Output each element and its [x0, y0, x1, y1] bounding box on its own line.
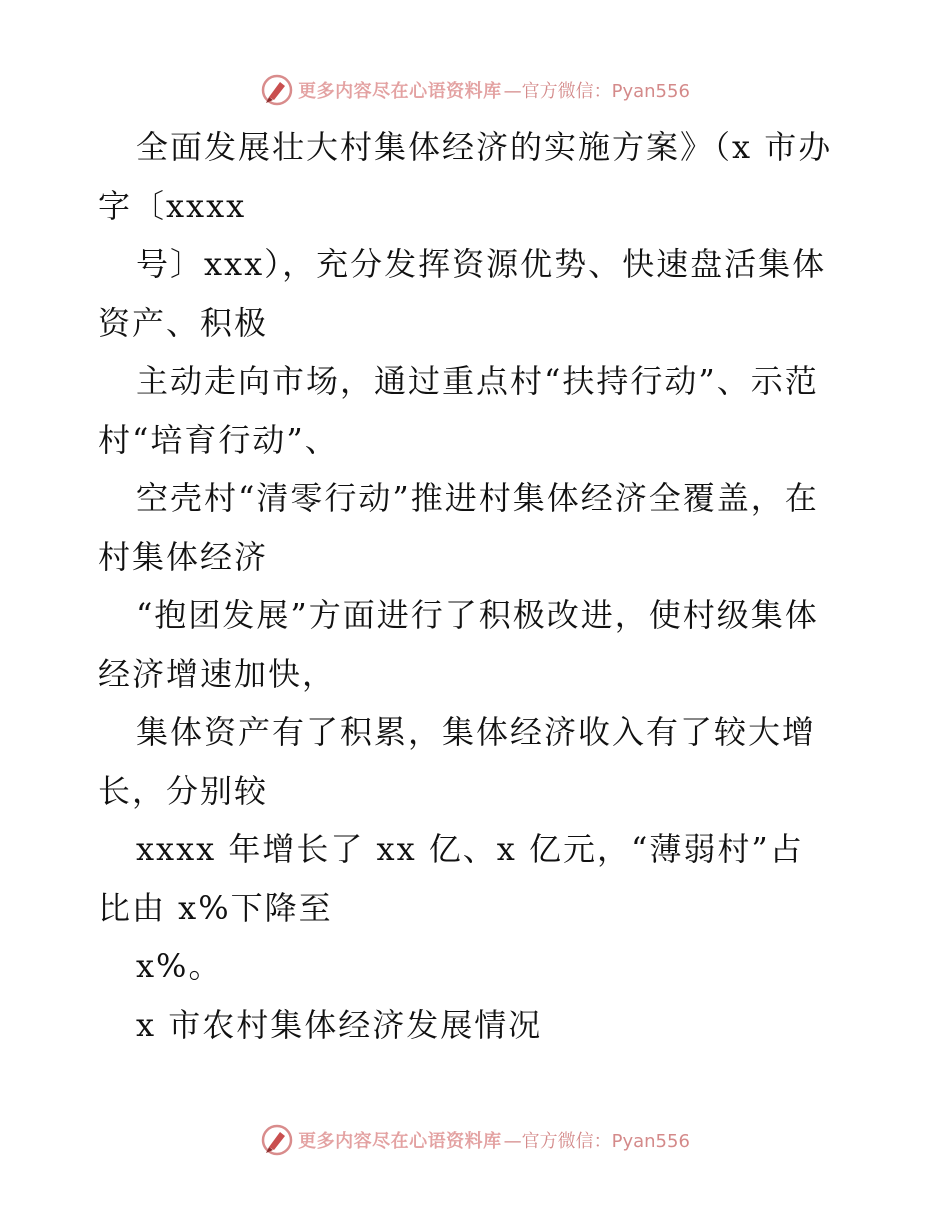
pen-logo-icon	[260, 1123, 294, 1157]
pen-logo-icon	[260, 73, 294, 107]
footer-watermark	[0, 1120, 950, 1160]
section-heading-line: x 市农村集体经济发展情况	[136, 1005, 543, 1044]
watermark-main-text: 更多内容尽在心语资料库	[298, 1131, 502, 1152]
body-line: 集体资产有了积累，集体经济收入有了较大增	[136, 713, 817, 751]
body-line: 经济增速加快，	[98, 654, 337, 693]
body-line: xxxx 年增长了 xx 亿、x 亿元，“薄弱村”占	[136, 830, 804, 868]
body-line: 资产、积极	[98, 303, 269, 342]
watermark-wechat-text: —官方微信：Pyan556	[503, 1131, 690, 1152]
document-body	[98, 118, 858, 1054]
body-line: 号〕xxx），充分发挥资源优势、快速盘活集体	[136, 245, 827, 283]
body-line: 空壳村“清零行动”推进村集体经济全覆盖，在	[136, 479, 819, 517]
body-line: 村“培育行动”、	[98, 420, 339, 459]
body-line: “抱团发展”方面进行了积极改进，使村级集体	[136, 596, 819, 634]
body-line: 比由 x%下降至	[98, 888, 333, 927]
watermark-main-text: 更多内容尽在心语资料库	[298, 81, 502, 102]
header-watermark	[0, 70, 950, 110]
watermark-wechat-text: —官方微信：Pyan556	[503, 81, 690, 102]
body-line: 全面发展壮大村集体经济的实施方案》（x 市办	[136, 128, 833, 166]
body-line: 村集体经济	[98, 537, 269, 576]
body-line: 主动走向市场，通过重点村“扶持行动”、示范	[136, 362, 819, 400]
body-line: 长，分别较	[98, 771, 269, 810]
body-line: 字〔xxxx	[98, 186, 247, 225]
body-line: x%。	[136, 947, 223, 985]
